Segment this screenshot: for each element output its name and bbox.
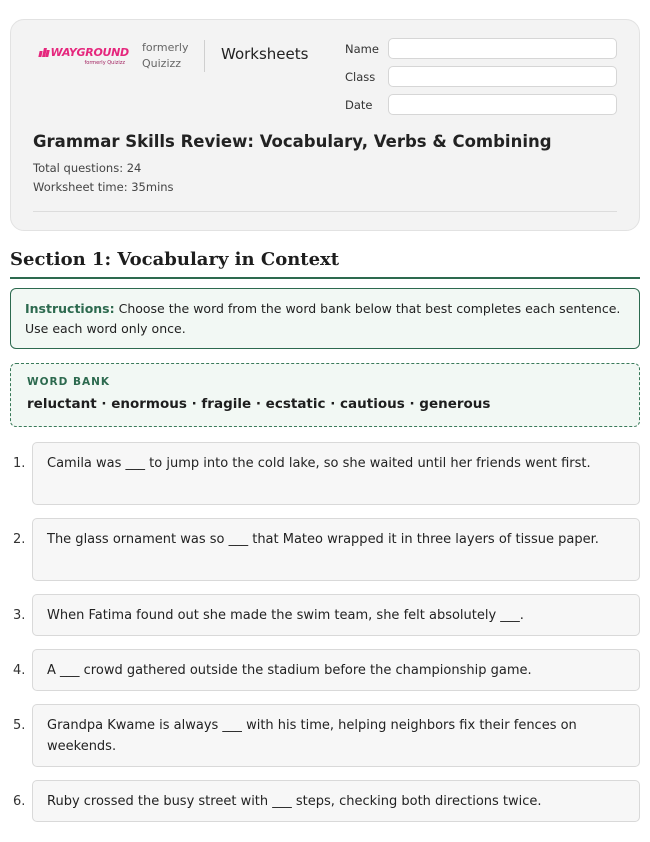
instructions-box (10, 288, 640, 349)
section-title: Section 1: Vocabulary in Context (10, 249, 340, 270)
formerly-line-1: formerly (142, 41, 189, 54)
section-rule (10, 277, 640, 279)
instructions-text: Choose the word from the word bank below that best completes each sentence. Use each word only once. (25, 301, 621, 336)
question-item: Camila was ___ to jump into the cold lake, so she waited until her friends went first. (32, 442, 640, 505)
question-number: 6. (13, 794, 26, 809)
worksheet-time: Worksheet time: 35mins (33, 180, 174, 194)
total-questions: Total questions: 24 (33, 161, 142, 175)
date-label: Date (345, 98, 373, 112)
question-item: Grandpa Kwame is always ___ with his time, helping neighbors fix their fences on weekends. (32, 704, 640, 767)
name-field[interactable] (388, 38, 617, 59)
question-item: Ruby crossed the busy street with ___ steps, checking both directions twice. (32, 780, 640, 822)
word-bank-words: reluctant · enormous · fragile · ecstatic · cautious · generous (27, 396, 491, 412)
question-number: 1. (13, 456, 26, 471)
worksheet-header (10, 19, 640, 231)
logo-bars-icon (39, 48, 49, 57)
word-bank-title: WORD BANK (27, 376, 111, 388)
header-divider (204, 40, 205, 72)
class-field[interactable] (388, 66, 617, 87)
question-number: 2. (13, 532, 26, 547)
question-number: 5. (13, 718, 26, 733)
class-label: Class (345, 70, 376, 84)
logo-subtext: formerly Quizizz (84, 60, 125, 66)
logo-text: WAYGROUND (50, 46, 129, 59)
formerly-note (142, 40, 189, 72)
question-item: When Fatima found out she made the swim team, she felt absolutely ___. (32, 594, 640, 636)
question-number: 3. (13, 608, 26, 623)
wayground-logo (39, 46, 129, 66)
worksheets-label: Worksheets (221, 45, 309, 63)
question-number: 4. (13, 663, 26, 678)
worksheet-title: Grammar Skills Review: Vocabulary, Verbs & Combining (33, 132, 552, 151)
name-label: Name (345, 42, 379, 56)
question-item: The glass ornament was so ___ that Mateo wrapped it in three layers of tissue paper. (32, 518, 640, 581)
header-rule (33, 211, 617, 212)
question-item: A ___ crowd gathered outside the stadium before the championship game. (32, 649, 640, 691)
instructions-label: Instructions: (25, 301, 115, 316)
formerly-line-2: Quizizz (142, 57, 182, 70)
word-bank (10, 363, 640, 427)
date-field[interactable] (388, 94, 617, 115)
